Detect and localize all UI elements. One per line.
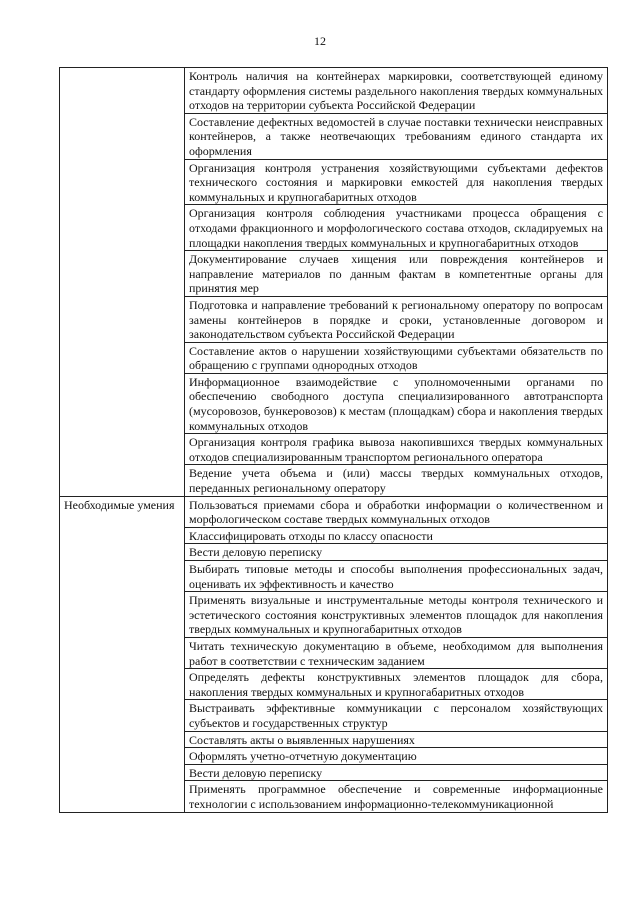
section-label-skills: Необходимые умения [60, 496, 185, 812]
table-cell: Составлять акты о выявленных нарушениях [185, 731, 608, 748]
table-cell: Подготовка и направление требований к региональному оператору по вопросам замены контейнеров в порядке и сроки, установленные договором и законодательством субъекта Российской Федерации [185, 296, 608, 342]
table-cell: Определять дефекты конструктивных элементов площадок для сбора, накопления твердых коммунальных и крупногабаритных отходов [185, 669, 608, 700]
competency-table [59, 67, 608, 813]
table-cell: Применять визуальные и инструментальные методы контроля технического и эстетического состояния конструктивных элементов площадок для накопления твердых коммунальных и крупногабаритных отходов [185, 592, 608, 638]
table-cell: Вести деловую переписку [185, 764, 608, 781]
table-cell: Классифицировать отходы по классу опасности [185, 527, 608, 544]
table-cell: Пользоваться приемами сбора и обработки информации о количественном и морфологическом составе твердых коммунальных отходов [185, 496, 608, 527]
table-cell: Оформлять учетно-отчетную документацию [185, 748, 608, 765]
section-label-empty [60, 68, 185, 497]
table-row [60, 496, 608, 527]
page-number: 12 [314, 34, 326, 48]
table-cell: Контроль наличия на контейнерах маркировки, соответствующей единому стандарту оформления системы раздельного накопления твердых коммунальных отходов на территории субъекта Российской Федерации [185, 68, 608, 114]
table-cell: Вести деловую переписку [185, 544, 608, 561]
table-cell: Выстраивать эффективные коммуникации с персоналом хозяйствующих субъектов и государственных структур [185, 700, 608, 731]
table-cell-continued: Применять программное обеспечение и современные информационные технологии с использованием информационно-телекоммуникационной [185, 781, 608, 812]
table-cell: Информационное взаимодействие с уполномоченными органами по обеспечению свободного доступа специализированного автотранспорта (мусоровозов, бункеровозов) к местам (площадкам) сбора и накопления твердых коммунальных отходов [185, 373, 608, 433]
table-cell: Организация контроля графика вывоза накопившихся твердых коммунальных отходов специализированным транспортом регионального оператора [185, 434, 608, 465]
table-cell: Составление актов о нарушении хозяйствующими субъектами обязательств по обращению с группами однородных отходов [185, 342, 608, 373]
table-cell: Организация контроля соблюдения участниками процесса обращения с отходами фракционного и морфологического состава отходов, складируемых на площадки накопления твердых коммунальных и крупногабаритных отходов [185, 205, 608, 251]
table-cell: Ведение учета объема и (или) массы твердых коммунальных отходов, переданных региональному оператору [185, 465, 608, 496]
table-cell: Документирование случаев хищения или повреждения контейнеров и направление материалов по данным фактам в компетентные органы для принятия мер [185, 251, 608, 297]
table-cell: Выбирать типовые методы и способы выполнения профессиональных задач, оценивать их эффективность и качество [185, 561, 608, 592]
table-cell: Читать техническую документацию в объеме, необходимом для выполнения работ в соответствии с техническим заданием [185, 637, 608, 668]
table-row [60, 68, 608, 114]
table-cell: Составление дефектных ведомостей в случае поставки технически неисправных контейнеров, а также неотвечающих требованиям единого стандарта их оформления [185, 113, 608, 159]
table-cell: Организация контроля устранения хозяйствующими субъектами дефектов технического состояния и маркировки емкостей для накопления твердых коммунальных и крупногабаритных отходов [185, 159, 608, 205]
